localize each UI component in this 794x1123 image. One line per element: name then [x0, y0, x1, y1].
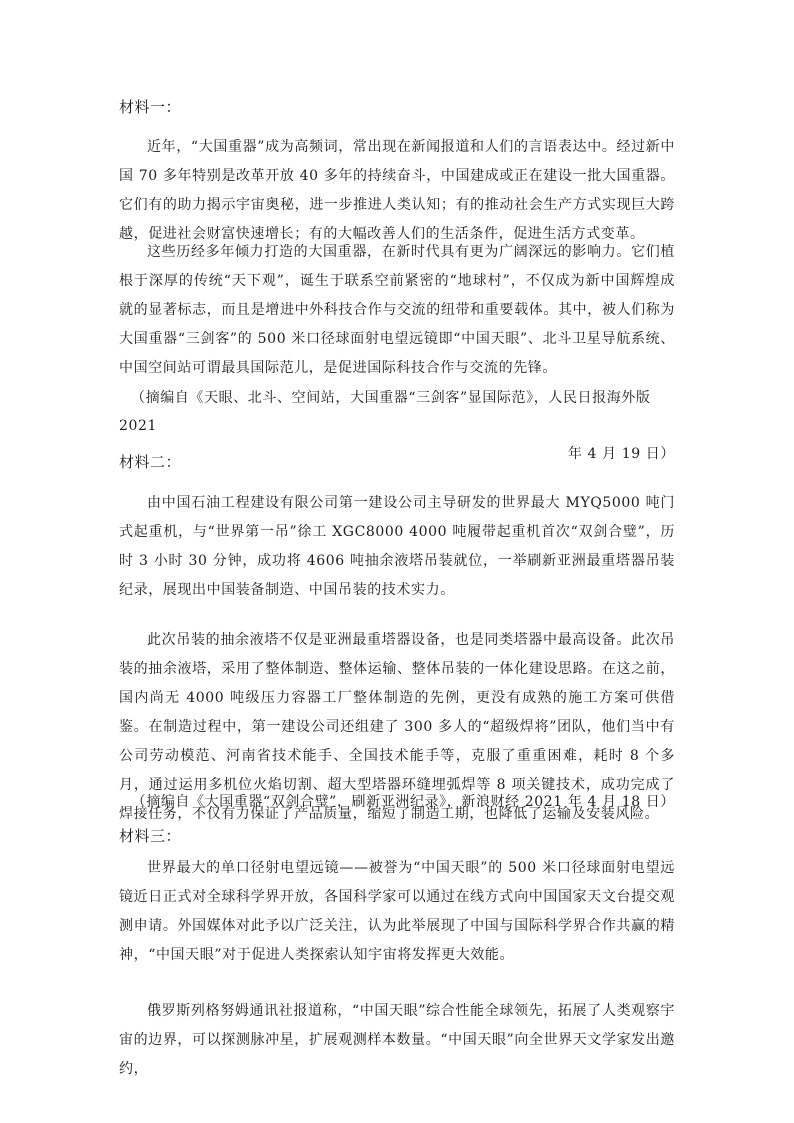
section-3-heading: 材料三： [119, 827, 182, 845]
section-1-source-line-2: 年 4 月 19 日） [567, 446, 675, 462]
section-2-source: （摘编自《大国重器“双剑合璧”，刷新亚洲纪录》，新浪财经 2021 年 4 月 18 日） [131, 794, 675, 810]
section-1-heading: 材料一： [119, 98, 182, 116]
section-2-paragraph-1: 由中国石油工程建设有限公司第一建设公司主导研发的世界最大 MYQ5000 吨门式起重机，与“世界第一吊”徐工 XGC8000 4000 吨履带起重机首次“双剑合璧”，历时 3 小时 30 分钟，成功将 4606 吨抽余液塔吊装就位，一举刷新亚洲最重塔器吊装纪录，展现出中国装备制造、中国吊装的技术实力。 [119, 495, 675, 598]
section-3-paragraph-1: 世界最大的单口径射电望远镜——被誉为“中国天眼”的 500 米口径球面射电望远镜近日正式对全球科学界开放，各国科学家可以通过在线方式向中国国家天文台提交观测申请。外国媒体对此予以广泛关注，认为此举展现了中国与国际科学界合作共赢的精神，“中国天眼”对于促进人类探索认知宇宙将发挥更大效能。 [119, 860, 675, 963]
section-1-source-line-1: （摘编自《天眼、北斗、空间站，大国重器“三剑客”显国际范》，人民日报海外版 2021 [119, 390, 651, 434]
section-1-paragraph-1: 近年，“大国重器”成为高频词，常出现在新闻报道和人们的言语表达中。经过新中国 70 多年特别是改革开放 40 多年的持续奋斗，中国建成或正在建设一批大国重器。它们有的助力揭示宇宙奥秘，进一步推进人类认知；有的推动社会生产方式实现巨大跨越，促进社会财富快速增长；有的大幅改善人们的生活条件，促进生活方式变革。 [119, 139, 675, 242]
section-2-heading: 材料二： [119, 453, 182, 471]
section-1-paragraph-2: 这些历经多年倾力打造的大国重器，在新时代具有更为广阔深远的影响力。它们植根于深厚的传统“天下观”，诞生于联系空前紧密的“地球村”，不仅成为新中国辉煌成就的显著标志，而且是增进中外科技合作与交流的纽带和重要载体。其中，被人们称为大国重器“三剑客”的 500 米口径球面射电望远镜即“中国天眼”、北斗卫星导航系统、中国空间站可谓最具国际范儿，是促进国际科技合作与交流的先锋。 [119, 244, 675, 376]
section-1-source [119, 384, 675, 468]
section-2-paragraph-2: 此次吊装的抽余液塔不仅是亚洲最重塔器设备，也是同类塔器中最高设备。此次吊装的抽余液塔，采用了整体制造、整体运输、整体吊装的一体化建设思路。在这之前，国内尚无 4000 吨级压力容器工厂整体制造的先例，更没有成熟的施工方案可供借鉴。在制造过程中，第一建设公司还组建了 300 多人的“超级焊将”团队，他们当中有公司劳动模范、河南省技术能手、全国技术能手等，克服了重重困难，耗时 8 个多月，通过运用多机位火焰切割、超大型塔器环缝埋弧焊等 8 项关键技术，成功完成了焊接任务，不仅有力保证了产品质量，缩短了制造工期，也降低了运输及安装风险。 [119, 632, 675, 822]
section-3-paragraph-2: 俄罗斯列格努姆通讯社报道称，“中国天眼”综合性能全球领先，拓展了人类观察宇宙的边界，可以探测脉冲星，扩展观测样本数量。“中国天眼”向全世界天文学家发出邀约， [119, 1003, 675, 1077]
